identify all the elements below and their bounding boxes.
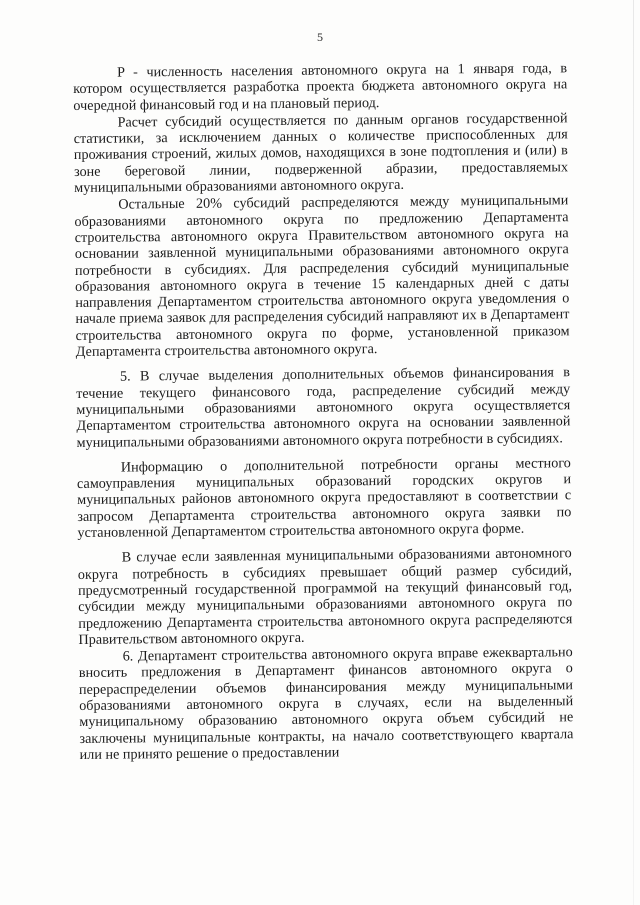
paragraph-population-definition: P - численность населения автономного округа на 1 января года, в котором осуществляется разработка проекта бюджета автономного округа на очередной финансовый год и на плановый период. xyxy=(73,60,568,114)
document-body xyxy=(73,60,574,763)
scan-edge-line xyxy=(633,0,634,905)
paragraph-excess-need: В случае если заявленная муниципальными образованиями автономного округа потребность в субсидиях превышает общий размер субсидий, предусмотренный государственной программой на текущий финансовый год, субсидии между муниципальными образованиями автономного округа по предложению Департамента строительства автономного округа распределяются Правительством автономного округа. xyxy=(77,545,573,648)
paragraph-subsidy-calculation: Расчет субсидий осуществляется по данным органов государственной статистики, за исключением данных о количестве приспособленных для проживания строений, жилых домов, находящихся в зоне подтопления и (или) в зоне береговой линии, подверженной абразии, предоставляемых муниципальными образованиями автономного округа. xyxy=(73,110,569,197)
paragraph-additional-need-information: Информацию о дополнительной потребности органы местного самоуправления муниципальных образований городских округов и муниципальных районов автономного округа предоставляют в соответствии с запросом Департамента строительства автономного округа заявки по установленной Департаментом строительства автономного округа форме. xyxy=(76,455,572,541)
paragraph-clause-5: 5. В случае выделения дополнительных объемов финансирования в течение текущего финансового года, распределение субсидий между муниципальными образованиями автономного округа осуществляется Департаментом строительства автономного округа на основании заявленной муниципальными образованиями автономного округа потребности в субсидиях. xyxy=(76,364,571,451)
paragraph-remaining-twenty-percent: Остальные 20% субсидий распределяются между муниципальными образованиями автономного округа по предложению Департамента строительства автономного округа Правительством автономного округа на основании заявленной муниципальными образованиями автономного округа потребности в субсидиях. Для распределения субсидий муниципальные образования автономного округа в течение 15 календарных дней с даты направления Департаментом строительства автономного округа уведомления о начале приема заявок для распределения субсидий направляют их в Департамент строительства автономного округа по форме, установленной приказом Департамента строительства автономного округа. xyxy=(74,192,570,361)
paragraph-clause-6: 6. Департамент строительства автономного округа вправе ежеквартально вносить предложения в Департамент финансов автономного округа о перераспределении объемов финансирования между муниципальными образованиями автономного округа в случаях, если на выделенный муниципальному образованию автономного округа объем субсидий не заключены муниципальные контракты, на начало соответствующего квартала или не принято решение о предоставлении xyxy=(78,644,574,763)
page-number: 5 xyxy=(317,30,323,44)
